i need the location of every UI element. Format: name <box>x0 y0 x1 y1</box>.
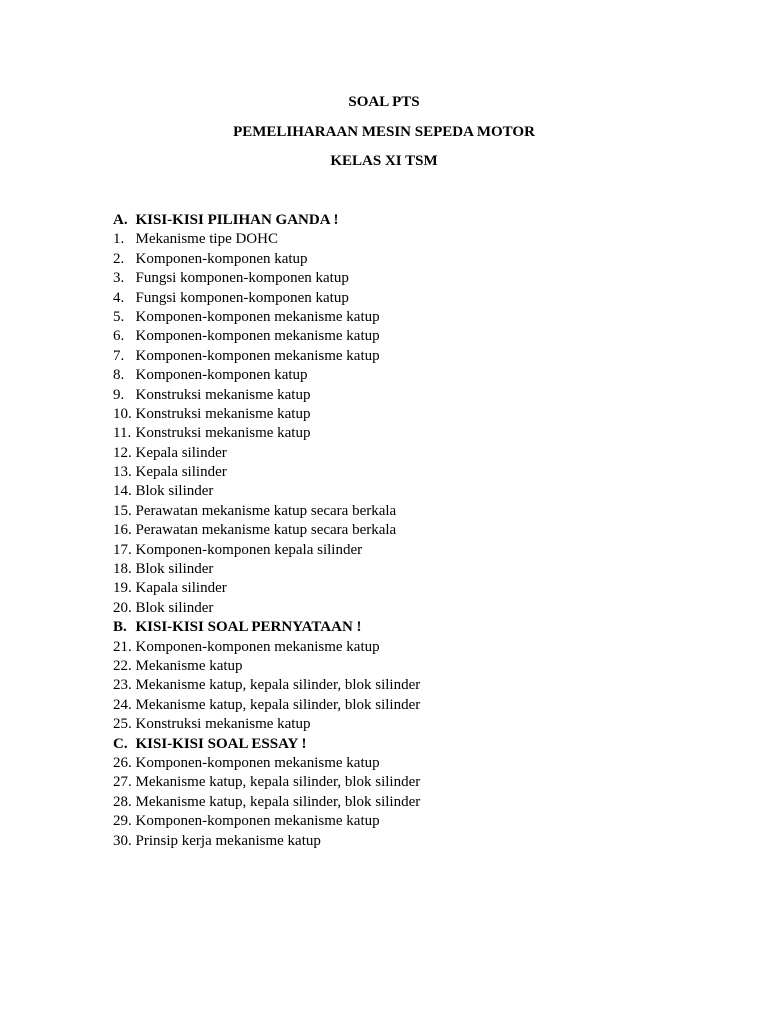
section-title: KISI-KISI SOAL PERNYATAAN ! <box>135 619 362 636</box>
title-block <box>0 93 768 182</box>
item-number: 13. <box>113 464 132 481</box>
item-number: 26. <box>113 754 132 771</box>
item-number: 18. <box>113 561 132 578</box>
list-item <box>113 832 673 851</box>
item-number: 2. <box>113 250 125 267</box>
list-item <box>113 696 673 715</box>
outline-list <box>113 211 673 851</box>
list-item <box>113 676 673 695</box>
item-number: 10. <box>113 405 132 422</box>
section-title: KISI-KISI SOAL ESSAY ! <box>135 735 307 752</box>
item-number: 28. <box>113 793 132 810</box>
list-item <box>113 444 673 463</box>
item-number: 25. <box>113 716 132 733</box>
list-item <box>113 715 673 734</box>
item-number: 7. <box>113 347 125 364</box>
list-item <box>113 657 673 676</box>
list-item <box>113 366 673 385</box>
item-text: Blok silinder <box>135 599 214 616</box>
item-text: Komponen-komponen mekanisme katup <box>135 638 380 655</box>
list-item <box>113 463 673 482</box>
list-item <box>113 230 673 249</box>
list-item <box>113 812 673 831</box>
item-number: 21. <box>113 638 132 655</box>
item-number: 14. <box>113 483 132 500</box>
item-text: Komponen-komponen mekanisme katup <box>135 754 380 771</box>
section-heading <box>113 211 673 230</box>
item-text: Konstruksi mekanisme katup <box>135 425 311 442</box>
list-item <box>113 347 673 366</box>
item-number: 30. <box>113 832 132 849</box>
item-text: Blok silinder <box>135 561 214 578</box>
list-item <box>113 482 673 501</box>
item-text: Komponen-komponen mekanisme katup <box>135 813 380 830</box>
item-text: Mekanisme katup, kepala silinder, blok silinder <box>135 677 421 694</box>
item-text: Perawatan mekanisme katup secara berkala <box>135 522 397 539</box>
item-number: 6. <box>113 328 125 345</box>
section-heading <box>113 735 673 754</box>
document-class: KELAS XI TSM <box>330 153 438 169</box>
document-subject: PEMELIHARAAN MESIN SEPEDA MOTOR <box>233 123 535 140</box>
section-letter: B. <box>113 619 127 636</box>
item-text: Komponen-komponen kepala silinder <box>135 541 363 558</box>
item-number: 17. <box>113 541 132 558</box>
item-number: 4. <box>113 289 125 306</box>
list-item <box>113 289 673 308</box>
list-item <box>113 560 673 579</box>
section-title: KISI-KISI PILIHAN GANDA ! <box>135 212 339 228</box>
item-text: Fungsi komponen-komponen katup <box>135 289 349 306</box>
list-item <box>113 250 673 269</box>
list-item <box>113 386 673 405</box>
list-item <box>113 405 673 424</box>
item-number: 11. <box>113 425 132 442</box>
item-text: Kepala silinder <box>135 444 227 461</box>
item-number: 8. <box>113 367 125 384</box>
list-item <box>113 424 673 443</box>
item-number: 16. <box>113 522 132 539</box>
section-letter: A. <box>113 212 128 228</box>
list-item <box>113 773 673 792</box>
item-number: 19. <box>113 580 132 597</box>
item-text: Fungsi komponen-komponen katup <box>135 270 349 287</box>
item-number: 23. <box>113 677 132 694</box>
item-text: Kepala silinder <box>135 464 227 481</box>
list-item <box>113 521 673 540</box>
item-number: 5. <box>113 308 125 325</box>
item-number: 27. <box>113 774 132 791</box>
item-text: Komponen-komponen mekanisme katup <box>135 347 380 364</box>
item-number: 15. <box>113 502 132 519</box>
list-item <box>113 754 673 773</box>
item-number: 1. <box>113 231 125 248</box>
list-item <box>113 599 673 618</box>
list-item <box>113 308 673 327</box>
item-number: 20. <box>113 599 132 616</box>
item-text: Mekanisme katup, kepala silinder, blok silinder <box>135 774 421 791</box>
section-heading <box>113 618 673 637</box>
list-item <box>113 638 673 657</box>
item-text: Konstruksi mekanisme katup <box>135 386 311 403</box>
list-item <box>113 327 673 346</box>
item-text: Prinsip kerja mekanisme katup <box>135 832 321 849</box>
document-title: SOAL PTS <box>348 94 420 110</box>
item-text: Blok silinder <box>135 483 214 500</box>
item-text: Kapala silinder <box>135 580 227 597</box>
item-number: 12. <box>113 444 132 461</box>
item-number: 29. <box>113 813 132 830</box>
item-text: Konstruksi mekanisme katup <box>135 405 311 422</box>
item-number: 9. <box>113 386 125 403</box>
item-text: Perawatan mekanisme katup secara berkala <box>135 502 397 519</box>
item-text: Komponen-komponen mekanisme katup <box>135 308 380 325</box>
item-text: Komponen-komponen katup <box>135 250 308 267</box>
list-item <box>113 269 673 288</box>
list-item <box>113 541 673 560</box>
item-text: Komponen-komponen katup <box>135 367 308 384</box>
list-item <box>113 502 673 521</box>
item-number: 22. <box>113 657 132 674</box>
item-text: Mekanisme katup, kepala silinder, blok silinder <box>135 696 421 713</box>
section-letter: C. <box>113 735 128 752</box>
item-text: Mekanisme katup <box>135 657 243 674</box>
item-text: Konstruksi mekanisme katup <box>135 716 311 733</box>
list-item <box>113 793 673 812</box>
item-text: Komponen-komponen mekanisme katup <box>135 328 380 345</box>
list-item <box>113 579 673 598</box>
item-number: 24. <box>113 696 132 713</box>
item-text: Mekanisme tipe DOHC <box>135 231 278 248</box>
item-text: Mekanisme katup, kepala silinder, blok silinder <box>135 793 421 810</box>
item-number: 3. <box>113 270 125 287</box>
